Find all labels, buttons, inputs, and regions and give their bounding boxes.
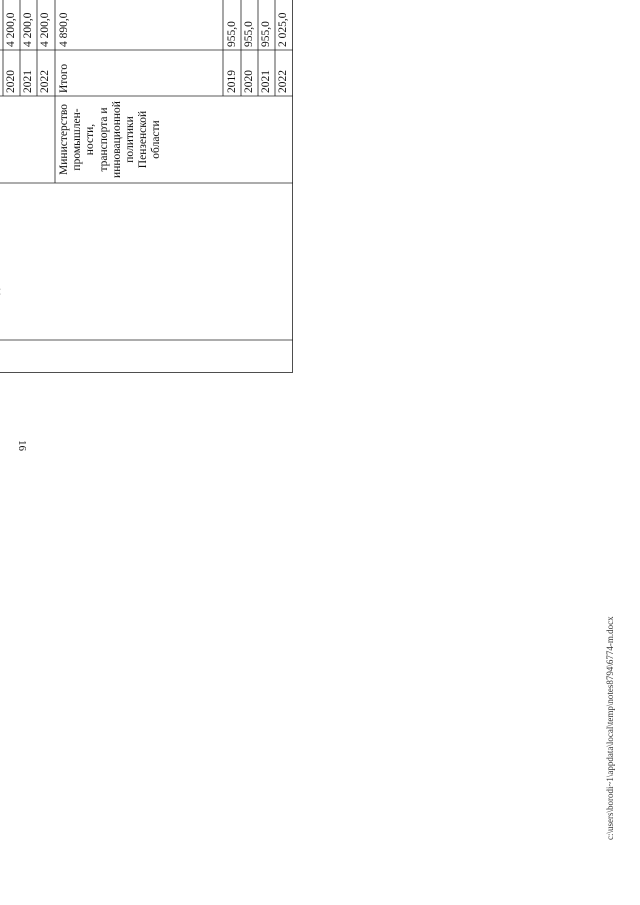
col5-1-2020: 4 200,0 [5, 12, 17, 47]
col5-1-2019 [0, 0, 1, 50]
executor-2: Министерство промышлен-ности, транспорта и инновационной политики Пензенской области [58, 101, 163, 178]
col5-2-2022: 2 025,0 [277, 12, 289, 47]
col5-2-2020: 955,0 [243, 21, 255, 47]
rotated-table [0, 0, 293, 373]
col5-1-2021: 4 200,0 [22, 12, 34, 47]
page-number: 16 [16, 440, 28, 451]
year-2-2020: 2020 [243, 70, 255, 93]
col5-2-2019: 955,0 [226, 21, 238, 47]
year-2-2019: 2019 [226, 70, 238, 93]
total-label-2: Итого [58, 63, 70, 93]
year-1-2020: 2020 [5, 70, 17, 93]
year-1-2022: 2022 [39, 70, 51, 93]
year-1-2019 [0, 50, 1, 96]
col5-1-2022: 4 200,0 [39, 12, 51, 47]
year-2-2022: 2022 [277, 70, 289, 93]
total-col5-2: 4 890,0 [58, 12, 70, 47]
activity-description [0, 183, 5, 340]
col5-2-2021: 955,0 [260, 21, 272, 47]
year-2-2021: 2021 [260, 70, 272, 93]
file-path-footer: c:\users\borodi~1\appdata\local\temp\notes8794\6774-m.docx [605, 616, 615, 840]
year-1-2021: 2021 [22, 70, 34, 93]
